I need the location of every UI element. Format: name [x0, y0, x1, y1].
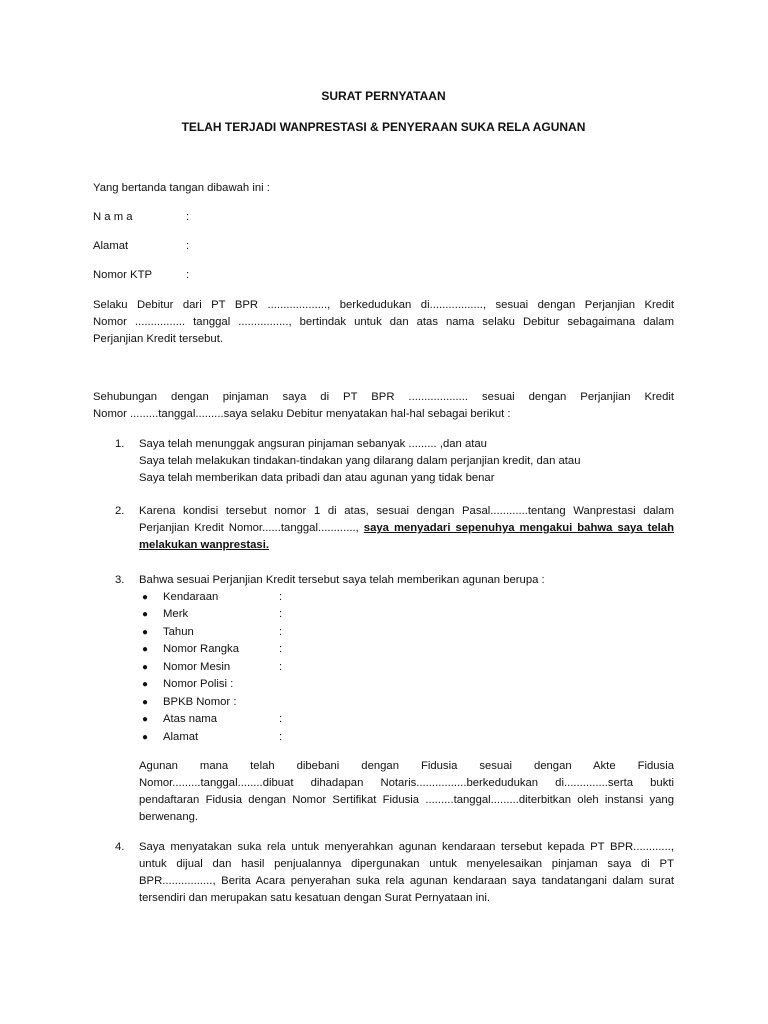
- list-item-colon: :: [279, 591, 283, 603]
- item-text-emphasis: saya menyadari sepenuhya mengakui bahwa saya telah: [363, 522, 674, 534]
- list-item: [0, 641, 768, 658]
- list-item-label: BPKB Nomor :: [163, 695, 237, 708]
- bullet-icon: ●: [142, 731, 149, 743]
- list-item: [0, 694, 768, 711]
- list-item-colon: :: [279, 730, 283, 743]
- list-item-label: Nomor Polisi :: [163, 678, 234, 690]
- bullet-icon: ●: [142, 714, 149, 725]
- field-colon: :: [186, 269, 190, 281]
- list-item: [0, 676, 768, 693]
- list-item: [0, 589, 768, 606]
- list-item: [0, 729, 768, 746]
- item-line: [139, 537, 674, 554]
- item-line: BPR................, Berita Acara penyerahan suka rela agunan kendaraan saya tandatangani dalam surat: [139, 875, 674, 887]
- item-line: Saya telah melakukan tindakan-tindakan yang dilarang dalam perjanjian kredit, dan atau: [139, 455, 581, 467]
- item-text-emphasis: melakukan wanprestasi.: [139, 539, 269, 551]
- list-item-label: Merk: [163, 608, 189, 620]
- bullet-icon: ●: [142, 592, 149, 603]
- paragraph-line: Nomor ................ tanggal ................, bertindak untuk dan atas nama selaku Debitur sebagaimana dalam: [93, 316, 674, 328]
- item-2-text: [139, 503, 674, 554]
- list-item: [0, 606, 768, 623]
- paragraph-sehubungan: [93, 389, 674, 423]
- field-colon: :: [186, 240, 190, 252]
- list-item-label: Nomor Mesin: [163, 660, 231, 673]
- item-line: Saya telah memberikan data pribadi dan atau agunan yang tidak benar: [139, 472, 495, 484]
- item-1-text: [139, 436, 674, 487]
- field-label: Alamat: [93, 240, 129, 252]
- item-line: untuk dijual dan hasil penjualannya dipergunakan untuk menyelesaikan pinjaman saya di PT: [139, 858, 674, 870]
- document-subtitle: TELAH TERJADI WANPRESTASI & PENYERAAN SUKA RELA AGUNAN: [181, 120, 586, 134]
- list-item-label: Tahun: [163, 625, 194, 638]
- bullet-icon: ●: [142, 644, 149, 655]
- bullet-icon: ●: [142, 626, 149, 638]
- list-item-colon: :: [279, 625, 283, 638]
- document-title: SURAT PERNYATAAN: [321, 89, 446, 103]
- bullet-icon: ●: [142, 661, 149, 673]
- list-item: [0, 711, 768, 728]
- list-item-colon: :: [279, 660, 283, 673]
- paragraph-line: Sehubungan dengan pinjaman saya di PT BPR ................... sesuai dengan Perjanjian Kredit: [93, 391, 674, 403]
- collateral-list: [0, 589, 768, 749]
- list-item-label: Nomor Rangka: [163, 643, 239, 655]
- paragraph-line: Nomor .........tanggal.........saya selaku Debitur menyatakan hal-hal sebagai berikut :: [93, 408, 511, 420]
- list-item-label: Alamat: [163, 730, 199, 743]
- list-item-colon: :: [279, 608, 283, 620]
- bullet-icon: ●: [142, 679, 149, 690]
- paragraph-line: Agunan mana telah dibebani dengan Fidusia sesuai dengan Akte Fidusia: [139, 760, 674, 772]
- item-line: Saya telah menunggak angsuran pinjaman sebanyak ......... ,dan atau: [139, 438, 487, 450]
- paragraph-line: berwenang.: [139, 811, 199, 823]
- item-line: [139, 520, 674, 537]
- paragraph-line: Selaku Debitur dari PT BPR ..................., berkedudukan di................., sesuai dengan Perjanjian Kredit: [93, 299, 674, 311]
- list-item-colon: :: [279, 713, 283, 725]
- item-number: 1.: [115, 438, 125, 450]
- list-item-colon: :: [279, 643, 283, 655]
- paragraph-debitur: [93, 297, 674, 348]
- item-4-text: [139, 839, 674, 907]
- item-number: 4.: [115, 841, 125, 853]
- bullet-icon: ●: [142, 696, 149, 708]
- item-number: 2.: [115, 505, 125, 517]
- list-item: [0, 624, 768, 641]
- item-3-intro: Bahwa sesuai Perjanjian Kredit tersebut saya telah memberikan agunan berupa :: [139, 574, 545, 586]
- item-number: 3.: [115, 574, 125, 586]
- item-line: Karena kondisi tersebut nomor 1 di atas, sesuai dengan Pasal............tentang Wanprestasi dalam: [139, 505, 674, 517]
- item-text-plain: Perjanjian Kredit Nomor......tanggal............,: [139, 522, 364, 534]
- bullet-icon: ●: [142, 609, 149, 620]
- list-item-label: Atas nama: [163, 713, 218, 725]
- paragraph-line: Nomor.........tanggal........dibuat dihadapan Notaris................berkedudukan di..............serta bukti: [139, 777, 674, 789]
- item-line: Saya menyatakan suka rela untuk menyerahkan agunan kendaraan tersebut kepada PT BPR............,: [139, 841, 674, 853]
- list-item-label: Kendaraan: [163, 591, 219, 603]
- item-line: tersendiri dan merupakan satu kesatuan dengan Surat Pernyataan ini.: [139, 892, 491, 904]
- field-label: Nomor KTP: [93, 269, 153, 281]
- paragraph-line: pendaftaran Fidusia dengan Nomor Sertifikat Fidusia .........tanggal.........diterbitkan oleh instansi yang: [139, 794, 674, 806]
- paragraph-line: Perjanjian Kredit tersebut.: [93, 333, 223, 345]
- paragraph-fidusia: [139, 758, 674, 826]
- list-item: [0, 659, 768, 676]
- field-colon: :: [186, 211, 190, 223]
- field-label: N a m a: [93, 211, 133, 223]
- intro-text: Yang bertanda tangan dibawah ini :: [93, 182, 270, 194]
